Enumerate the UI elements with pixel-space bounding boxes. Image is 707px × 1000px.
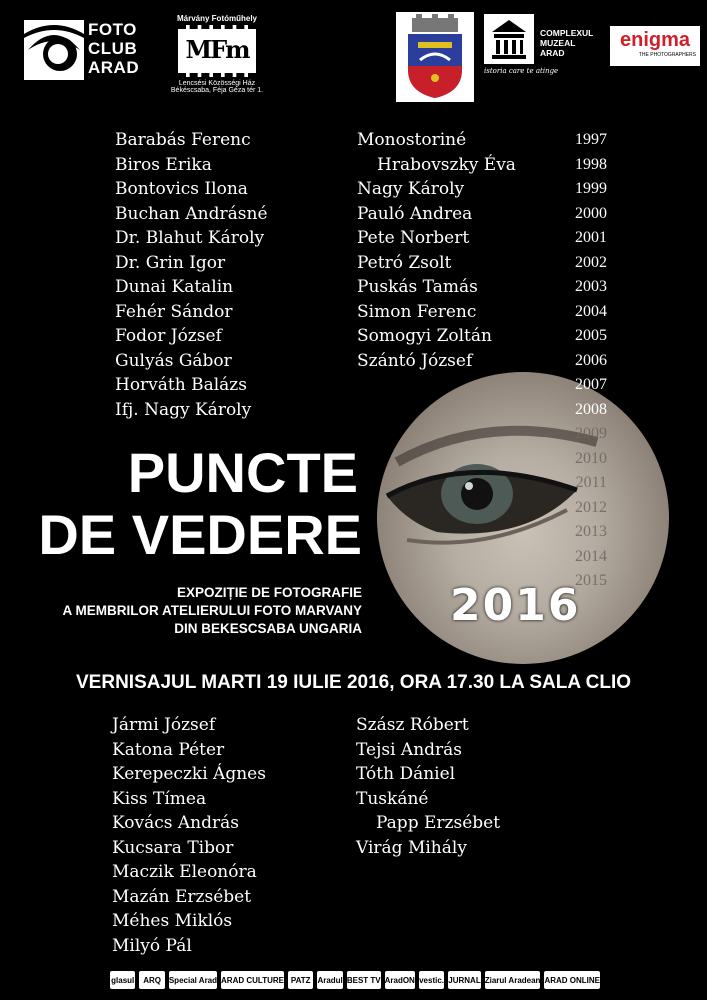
member-name: Dr. Blahut Károly xyxy=(115,228,265,248)
member-name: Katona Péter xyxy=(112,739,225,760)
year-label: 2008 xyxy=(575,400,607,418)
member-name: Nagy Károly xyxy=(357,179,465,199)
year-label: 2002 xyxy=(575,253,607,271)
year-label: 2014 xyxy=(575,547,607,565)
marvany-address-1: Lencsési Közösségi Ház xyxy=(178,80,256,87)
member-name: Pete Norbert xyxy=(357,228,470,248)
foto-club-arad-logo xyxy=(24,20,154,82)
member-name: Petró Zsolt xyxy=(357,252,452,273)
year-label: 2007 xyxy=(575,376,607,393)
foto-club-line-1: FOTO xyxy=(88,20,137,39)
member-name: Dr. Grin Igor xyxy=(115,252,226,273)
foto-club-line-2: CLUB xyxy=(88,39,138,58)
member-name: Simon Ferenc xyxy=(357,301,477,322)
exhibition-title xyxy=(22,442,362,566)
coat-of-arms-icon xyxy=(396,12,474,102)
marvany-mark: MFm xyxy=(185,35,249,64)
member-name: Fodor József xyxy=(115,326,222,346)
film-strip-icon xyxy=(178,25,256,77)
member-name: Horváth Balázs xyxy=(115,375,247,395)
sponsor-logo: ARAD CULTURE xyxy=(221,971,284,989)
museum-line-1: COMPLEXUL xyxy=(540,28,594,38)
member-name: Fehér Sándor xyxy=(115,301,233,322)
member-name: Buchan Andrásné xyxy=(115,203,268,224)
member-name: Mazán Erzsébet xyxy=(112,886,252,907)
enigma-name: enigma xyxy=(619,29,691,51)
member-name: Barabás Ferenc xyxy=(115,130,251,150)
vernisaj-line: VERNISAJUL MARTI 19 IULIE 2016, ORA 17.30 LA SALA CLIO xyxy=(76,672,631,693)
year-label: 2004 xyxy=(575,302,607,320)
marvany-logo xyxy=(162,14,272,106)
exhibition-subtitle xyxy=(12,584,362,638)
arad-coat-of-arms xyxy=(396,12,474,102)
year-label: 2000 xyxy=(575,204,607,222)
names-bottom-left-list xyxy=(112,713,266,958)
year-2016: 2016 xyxy=(450,580,581,631)
sponsor-logo: Special Arad xyxy=(169,971,217,989)
year-label: 2006 xyxy=(575,351,607,369)
year-label: 2003 xyxy=(575,278,607,295)
museum-building-icon xyxy=(484,14,534,64)
year-label: 2013 xyxy=(575,523,607,540)
year-label: 2012 xyxy=(575,498,607,516)
year-label: 2010 xyxy=(575,449,607,467)
enigma-sub: THE PHOTOGRAPHERS xyxy=(638,52,696,58)
member-name: Pauló Andrea xyxy=(357,203,473,224)
member-name: Tuskáné xyxy=(356,788,429,809)
member-name: Ifj. Nagy Károly xyxy=(115,399,252,420)
member-name: Bontovics Ilona xyxy=(115,179,248,199)
title-line-2: DE VEDERE xyxy=(38,503,362,566)
years-list xyxy=(555,128,607,594)
member-name: Kiss Tímea xyxy=(112,788,207,809)
sponsor-logo: vestic. xyxy=(419,971,444,989)
marvany-title: Márvány Fotóműhely xyxy=(176,14,257,23)
subtitle-line-3: DIN BEKESCSABA UNGARIA xyxy=(174,621,362,636)
subtitle-line-2: A MEMBRILOR ATELIERULUI FOTO MARVANY xyxy=(62,603,362,618)
sponsor-logo: glasul xyxy=(110,971,135,989)
sponsor-logo: AradON xyxy=(385,971,415,989)
names-top-right-list xyxy=(357,128,516,373)
member-name: Tejsi András xyxy=(356,739,463,760)
subtitle-line-1: EXPOZIȚIE DE FOTOGRAFIE xyxy=(176,585,362,600)
year-label: 1998 xyxy=(575,155,607,173)
sponsor-logo: PATZ xyxy=(288,971,313,989)
names-top-left-list xyxy=(115,128,268,422)
member-name: Kovács András xyxy=(112,813,239,833)
member-name: Somogyi Zoltán xyxy=(357,326,492,346)
sponsor-bar xyxy=(110,971,600,991)
member-name: Szász Róbert xyxy=(356,715,469,735)
member-name: Milyó Pál xyxy=(112,935,192,956)
member-name: Papp Erzsébet xyxy=(376,813,501,833)
museum-tagline: istoria care te atinge xyxy=(484,67,559,75)
year-label: 2001 xyxy=(575,229,607,246)
year-label: 2015 xyxy=(575,572,607,589)
title-line-1: PUNCTE xyxy=(127,441,358,504)
member-name: Puskás Tamás xyxy=(357,277,478,297)
member-name: Maczik Eleonóra xyxy=(112,862,257,882)
member-name: Virág Mihály xyxy=(356,837,467,858)
sponsor-logo: BEST TV xyxy=(347,971,381,989)
names-bottom-right-list xyxy=(356,713,500,860)
year-label: 2011 xyxy=(575,474,607,491)
member-name: Szántó József xyxy=(357,350,473,371)
member-name: Kucsara Tibor xyxy=(112,837,234,858)
member-name: Dunai Katalin xyxy=(115,277,234,297)
member-name: Jármi József xyxy=(112,715,216,735)
marvany-address-2: Békéscsaba, Féja Géza tér 1. xyxy=(170,87,264,94)
member-name: Méhes Miklós xyxy=(112,911,233,931)
member-name: Biros Erika xyxy=(115,154,212,175)
sponsor-logo: JURNAL xyxy=(448,971,480,989)
eye-logo-icon xyxy=(24,20,84,80)
sponsor-logo: Aradul xyxy=(317,971,342,989)
museum-line-3: ARAD xyxy=(540,48,565,58)
sponsor-logo: ARQ xyxy=(139,971,164,989)
enigma-logo xyxy=(610,26,700,66)
member-name: Kerepeczki Ágnes xyxy=(112,764,266,784)
year-label: 1997 xyxy=(575,131,607,148)
sponsor-logo: ARAD ONLINE xyxy=(544,971,600,989)
year-label: 2005 xyxy=(575,327,607,344)
sponsor-logo: Ziarul Aradean xyxy=(485,971,541,989)
member-name: Tóth Dániel xyxy=(356,764,456,784)
member-name: Hrabovszky Éva xyxy=(377,154,516,175)
year-label: 1999 xyxy=(575,180,607,197)
member-name: Monostoriné xyxy=(357,130,467,150)
complexul-muzeal-logo xyxy=(484,14,604,84)
museum-line-2: MUZEAL xyxy=(540,38,576,48)
foto-club-line-3: ARAD xyxy=(88,58,140,77)
member-name: Gulyás Gábor xyxy=(115,350,232,371)
year-label: 2009 xyxy=(575,425,607,442)
